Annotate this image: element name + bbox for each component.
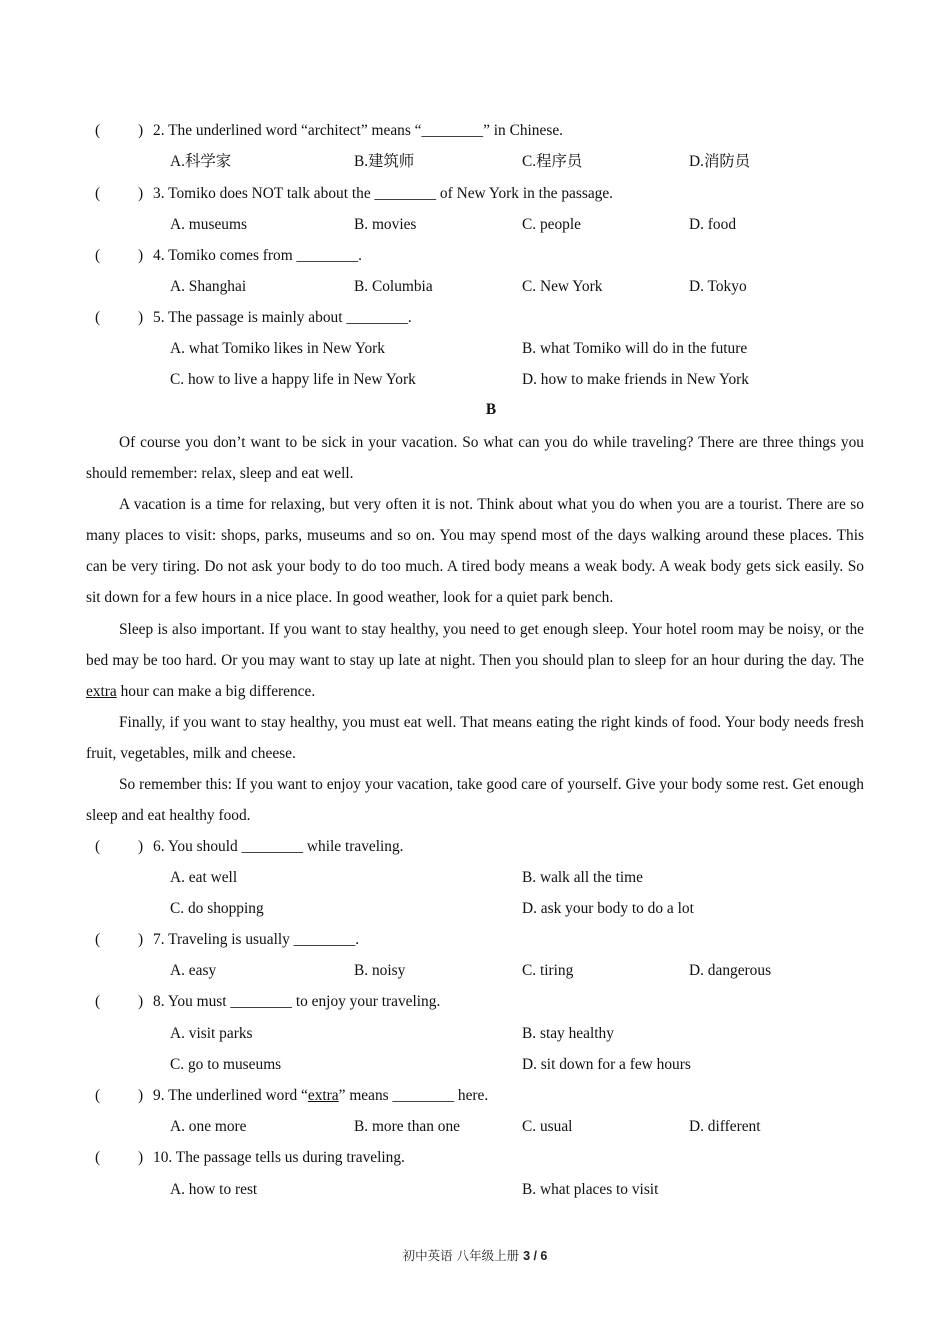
question-stem: 5. The passage is mainly about ________. <box>153 309 412 326</box>
page-number: 3 / 6 <box>523 1249 548 1263</box>
option-c: C.程序员 <box>522 153 583 170</box>
question-stem: 3. Tomiko does NOT talk about the ________ of New York in the passage. <box>153 185 614 202</box>
underlined-word: extra <box>307 1087 339 1104</box>
answer-bracket-open: ( <box>95 247 101 264</box>
passage-paragraph-4: Finally, if you want to stay healthy, you must eat well. That means eating the right kinds of food. Your body needs fresh fruit, vegetables, milk and cheese. <box>86 714 864 762</box>
option-b: B. more than one <box>354 1118 460 1135</box>
answer-bracket-open: ( <box>95 185 101 202</box>
option-d: D.消防员 <box>689 153 751 170</box>
question-stem <box>153 1086 488 1106</box>
footer-label: 初中英语 八年级上册 <box>402 1248 524 1263</box>
answer-bracket-close: ) <box>138 1149 144 1166</box>
option-a: A.科学家 <box>170 153 232 170</box>
stem-text: 9. The underlined word “ <box>153 1087 308 1104</box>
passage-paragraph-5: So remember this: If you want to enjoy your vacation, take good care of yourself. Give your body some rest. Get enough sleep and eat healthy food. <box>86 776 864 824</box>
option-a: A. easy <box>170 962 217 979</box>
option-b: B. Columbia <box>354 278 433 295</box>
answer-bracket-close: ) <box>138 185 144 202</box>
option-d: D. ask your body to do a lot <box>522 900 694 917</box>
option-c: C. people <box>522 216 581 233</box>
answer-bracket-close: ) <box>138 838 144 855</box>
option-a: A. eat well <box>170 869 238 886</box>
paragraph-text: Sleep is also important. If you want to stay healthy, you need to get enough sleep. Your hotel room may be noisy, or the bed may be too hard. Or you may want to stay up late at night. Then you should plan to sleep for an hour during the day. The <box>86 621 864 669</box>
option-a: A. what Tomiko likes in New York <box>170 340 385 357</box>
answer-bracket-open: ( <box>95 931 101 948</box>
option-d: D. different <box>689 1118 761 1135</box>
answer-bracket-close: ) <box>138 931 144 948</box>
question-stem: 10. The passage tells us during traveling. <box>153 1149 405 1166</box>
option-d: D. dangerous <box>689 962 772 979</box>
passage-paragraph-1: Of course you don’t want to be sick in your vacation. So what can you do while traveling? There are three things you should remember: relax, sleep and eat well. <box>86 434 864 482</box>
passage-paragraph-2: A vacation is a time for relaxing, but very often it is not. Think about what you do when you are a tourist. There are so many places to visit: shops, parks, museums and so on. You may spend most of the days walking around these places. This can be very tiring. Do not ask your body to do too much. A tired body means a weak body. A weak body gets sick easily. So sit down for a few hours in a nice place. In good weather, look for a quiet park bench. <box>86 496 864 606</box>
option-d: D. how to make friends in New York <box>522 371 749 388</box>
option-b: B. what Tomiko will do in the future <box>522 340 748 357</box>
option-c: C. how to live a happy life in New York <box>170 371 416 388</box>
section-heading: B <box>485 401 497 418</box>
option-b: B. what places to visit <box>522 1181 659 1198</box>
answer-bracket-open: ( <box>95 122 101 139</box>
option-c: C. tiring <box>522 962 574 979</box>
option-a: A. museums <box>170 216 247 233</box>
option-c: C. do shopping <box>170 900 264 917</box>
passage-paragraph-3 <box>86 614 864 707</box>
page-footer <box>0 1246 950 1264</box>
answer-bracket-close: ) <box>138 247 144 264</box>
option-a: A. one more <box>170 1118 247 1135</box>
answer-bracket-open: ( <box>95 993 101 1010</box>
answer-bracket-open: ( <box>95 838 101 855</box>
option-c: C. go to museums <box>170 1056 282 1073</box>
answer-bracket-open: ( <box>95 309 101 326</box>
underlined-word: extra <box>86 683 117 700</box>
answer-bracket-open: ( <box>95 1087 101 1104</box>
question-stem: 6. You should ________ while traveling. <box>153 838 404 855</box>
stem-text: ” means ________ here. <box>338 1087 489 1104</box>
paragraph-text: hour can make a big difference. <box>116 683 316 700</box>
question-stem: 7. Traveling is usually ________. <box>153 931 360 948</box>
option-a: A. visit parks <box>170 1025 253 1042</box>
option-d: D. Tokyo <box>689 278 747 295</box>
option-b: B. movies <box>354 216 417 233</box>
answer-bracket-open: ( <box>95 1149 101 1166</box>
option-b: B. walk all the time <box>522 869 643 886</box>
answer-bracket-close: ) <box>138 993 144 1010</box>
option-d: D. sit down for a few hours <box>522 1056 691 1073</box>
option-b: B. stay healthy <box>522 1025 614 1042</box>
option-d: D. food <box>689 216 737 233</box>
option-b: B.建筑师 <box>354 153 415 170</box>
answer-bracket-close: ) <box>138 309 144 326</box>
option-a: A. Shanghai <box>170 278 247 295</box>
option-b: B. noisy <box>354 962 406 979</box>
question-stem: 8. You must ________ to enjoy your traveling. <box>153 993 441 1010</box>
answer-bracket-close: ) <box>138 122 144 139</box>
question-stem: 4. Tomiko comes from ________. <box>153 247 362 264</box>
question-stem: 2. The underlined word “architect” means “________” in Chinese. <box>153 122 564 139</box>
answer-bracket-close: ) <box>138 1087 144 1104</box>
option-a: A. how to rest <box>170 1181 258 1198</box>
option-c: C. New York <box>522 278 603 295</box>
option-c: C. usual <box>522 1118 573 1135</box>
